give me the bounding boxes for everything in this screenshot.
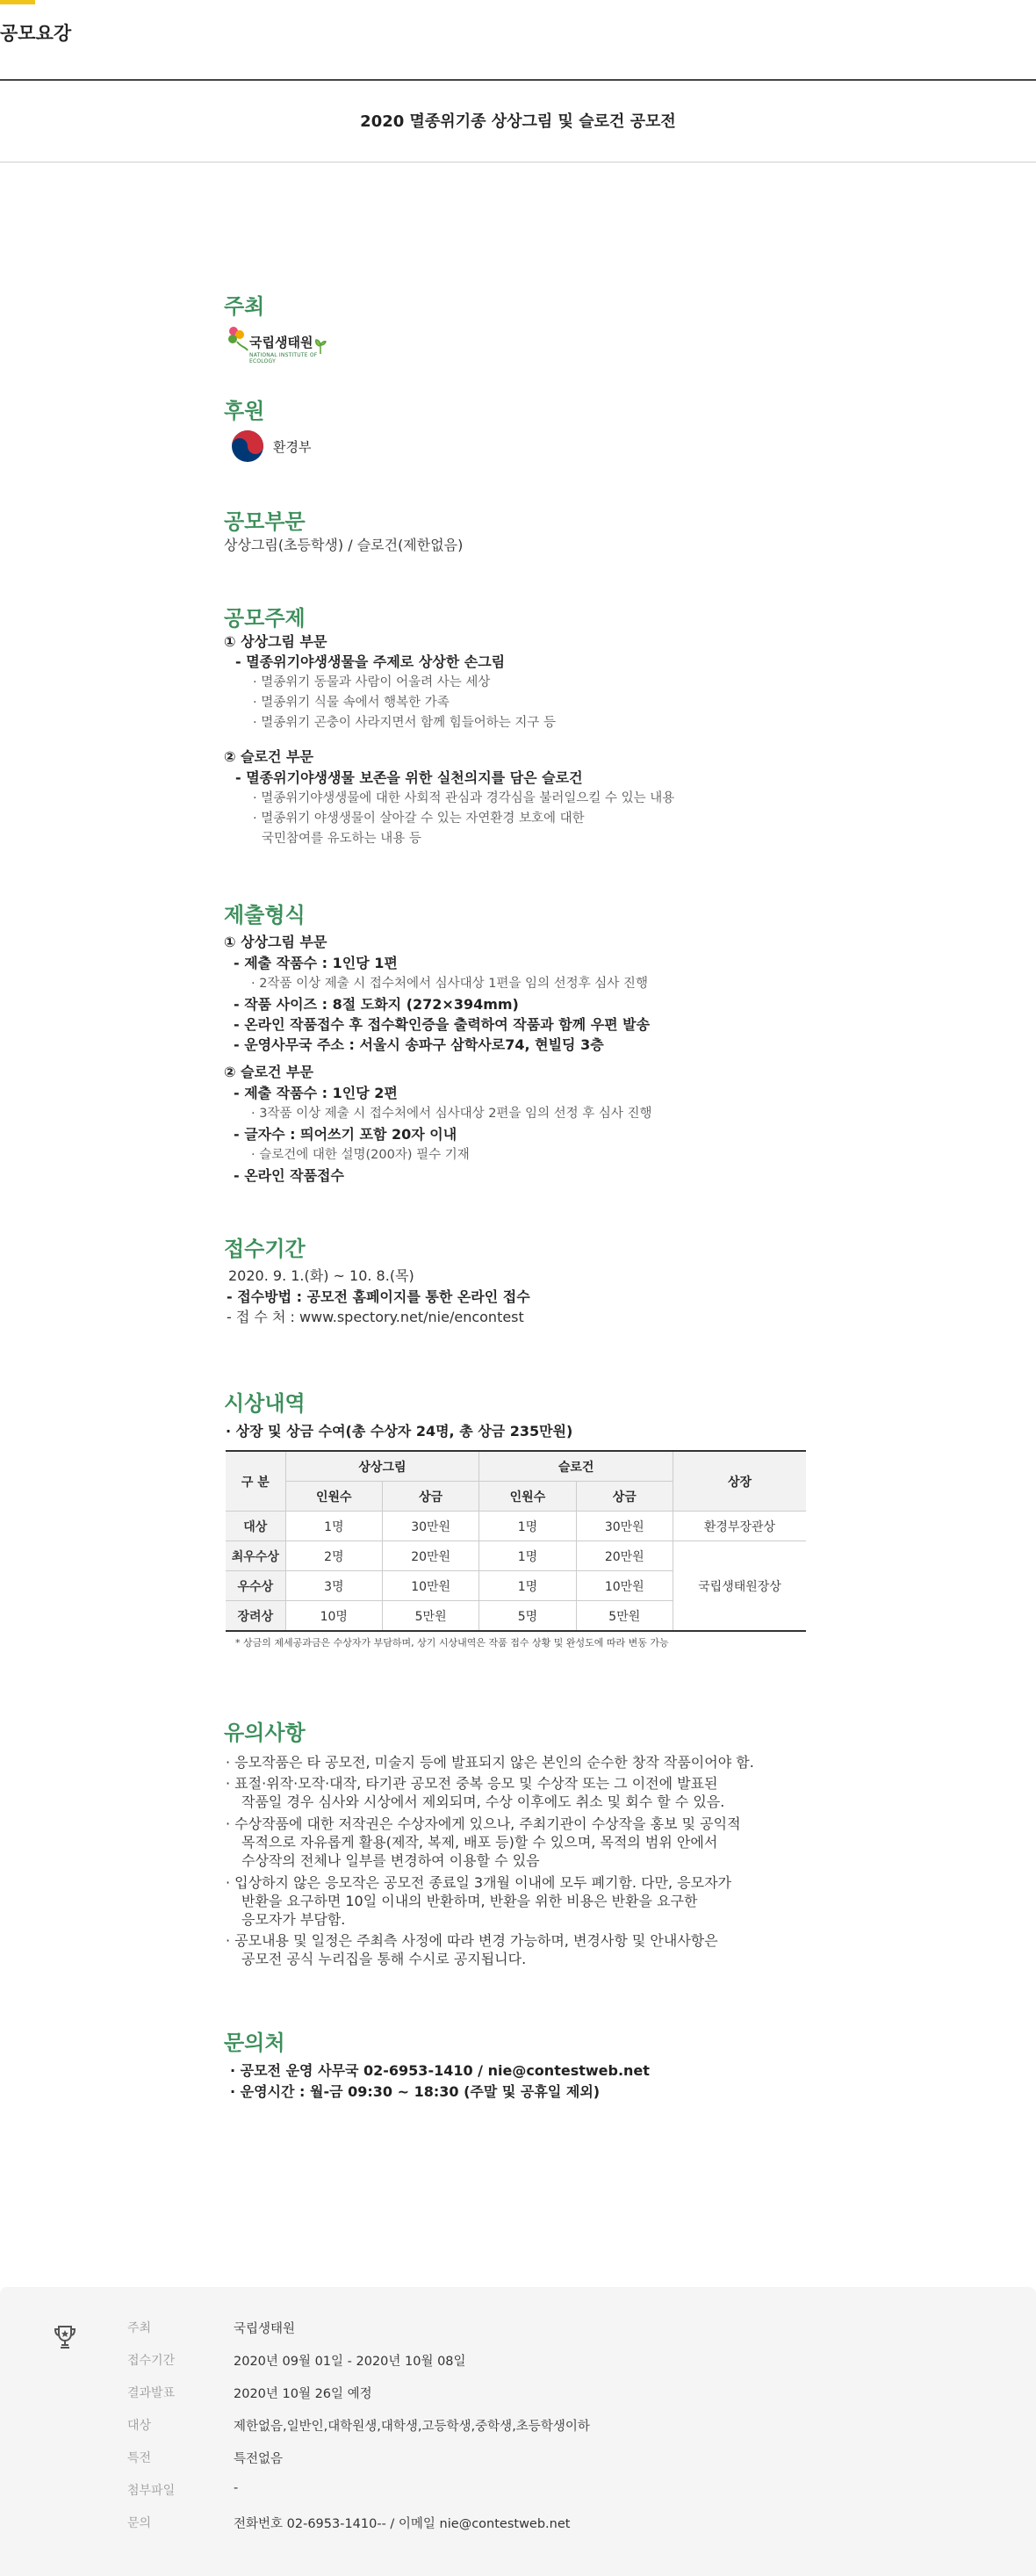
nie-leaf-icon [227, 324, 249, 354]
note-line: · 응모작품은 타 공모전, 미술지 등에 발표되지 않은 본인의 순수한 창작 작품이어야 함. [226, 1754, 754, 1771]
awards-summary: · 상장 및 상금 수여(총 수상자 24명, 총 상금 235만원) [226, 1423, 573, 1440]
info-value: 2020년 09월 01일 - 2020년 10월 08일 [234, 2355, 466, 2369]
note-line: · 수상작품에 대한 저작권은 수상자에게 있으나, 주최기관이 수상작을 홍보 및 공익적 [226, 1815, 741, 1832]
note-line: 반환을 요구하면 10일 이내의 반환하며, 반환을 위한 비용은 반환을 요구한 [241, 1893, 698, 1909]
info-label: 주최 [127, 2321, 152, 2335]
nie-logo-text: 국립생태원 [249, 335, 313, 350]
row-name: 대상 [226, 1512, 285, 1541]
cell: 5만원 [576, 1601, 673, 1632]
note-line: · 표절·위작·모작·대작, 타기관 공모전 중복 응모 및 수상작 또는 그 이전에 발표된 [226, 1775, 718, 1792]
info-value: 특전없음 [234, 2452, 284, 2466]
awards-footnote: * 상금의 제세공과금은 수상자가 부담하며, 상기 시상내역은 작품 접수 상황 및 완성도에 따라 변동 가능 [235, 1637, 669, 1649]
trophy-icon [53, 2324, 77, 2350]
info-label: 첨부파일 [127, 2484, 176, 2498]
submission-line: - 온라인 작품접수 [234, 1167, 344, 1184]
table-row [226, 1512, 806, 1541]
submission-line: - 온라인 작품접수 후 접수확인증을 출력하여 작품과 함께 우편 발송 [234, 1016, 651, 1033]
col-slogan: 슬로건 [479, 1451, 673, 1482]
table-row [226, 1541, 806, 1571]
theme-line: · 멸종위기 동물과 사람이 어울려 사는 세상 [253, 675, 491, 689]
header-divider [0, 79, 1036, 81]
cell: 5명 [479, 1601, 576, 1632]
theme-line: - 멸종위기야생생물 보존을 위한 실천의지를 담은 슬로건 [235, 769, 583, 786]
note-line: 응모자가 부담함. [241, 1911, 346, 1928]
theme-line: - 멸종위기야생생물을 주제로 상상한 손그림 [235, 653, 506, 670]
col-certificate: 상장 [673, 1451, 806, 1512]
sub-prize: 상금 [576, 1482, 673, 1512]
row-name: 우수상 [226, 1571, 285, 1601]
me-logo-text: 환경부 [273, 439, 312, 455]
prize-table [226, 1450, 806, 1632]
note-line: · 공모내용 및 일정은 주최측 사정에 따라 변경 가능하며, 변경사항 및 안내사항은 [226, 1932, 718, 1949]
row-name: 장려상 [226, 1601, 285, 1632]
submission-title: 제출형식 [224, 903, 306, 927]
sub-people: 인원수 [285, 1482, 382, 1512]
info-value[interactable]: - [234, 2481, 239, 2495]
contact-title: 문의처 [224, 2031, 285, 2055]
page-heading: 공모요강 [0, 23, 72, 44]
theme-title: 공모주제 [224, 606, 306, 631]
cell: 1명 [479, 1541, 576, 1571]
cell: 10만원 [382, 1571, 478, 1601]
nie-logo-subtext: NATIONAL INSTITUTE OF ECOLOGY [249, 352, 318, 364]
sub-people: 인원수 [479, 1482, 576, 1512]
me-logo [230, 429, 327, 464]
period-dates: 2020. 9. 1.(화) ~ 10. 8.(목) [228, 1267, 414, 1284]
cert-cell: 환경부장관상 [673, 1512, 806, 1541]
cert-cell: 국립생태원장상 [673, 1541, 806, 1632]
submission-line: ② 슬로건 부문 [224, 1064, 313, 1080]
nie-logo [227, 324, 332, 366]
col-drawing: 상상그림 [285, 1451, 479, 1482]
contest-title: 2020 멸종위기종 상상그림 및 슬로건 공모전 [360, 112, 676, 131]
submission-line: - 운영사무국 주소 : 서울시 송파구 삼학사로74, 현빌딩 3층 [234, 1036, 604, 1053]
category-text: 상상그림(초등학생) / 슬로건(제한없음) [224, 537, 464, 553]
nie-sprout-icon [314, 338, 327, 354]
note-line: · 입상하지 않은 응모작은 공모전 종료일 3개월 이내에 모두 폐기함. 다만, 응모자가 [226, 1874, 731, 1891]
submission-line: - 글자수 : 띄어쓰기 포함 20자 이내 [234, 1126, 457, 1143]
submission-line: - 제출 작품수 : 1인당 2편 [234, 1085, 398, 1101]
info-label: 대상 [127, 2419, 152, 2433]
theme-line: · 멸종위기 야생생물이 살아갈 수 있는 자연환경 보호에 대한 [253, 812, 585, 826]
submission-line: · 슬로건에 대한 설명(200자) 필수 기재 [251, 1148, 470, 1162]
theme-line: ① 상상그림 부문 [224, 633, 327, 650]
cell: 1명 [479, 1571, 576, 1601]
info-label: 결과발표 [127, 2386, 176, 2400]
theme-line: 국민참여를 유도하는 내용 등 [262, 832, 421, 846]
notes-title: 유의사항 [224, 1721, 306, 1745]
col-division: 구 분 [226, 1451, 285, 1512]
category-title: 공모부문 [224, 509, 306, 534]
submission-line: ① 상상그림 부문 [224, 934, 327, 950]
row-name: 최우수상 [226, 1541, 285, 1571]
submission-line: · 3작품 이상 제출 시 접수처에서 심사대상 2편을 임의 선정 후 심사 진행 [251, 1107, 652, 1121]
note-line: 목적으로 자유롭게 활용(제작, 복제, 배포 등)할 수 있으며, 목적의 범위 안에서 [241, 1834, 718, 1851]
cell: 20만원 [576, 1541, 673, 1571]
info-label: 문의 [127, 2516, 152, 2530]
taegeuk-icon [230, 429, 265, 464]
info-value: 전화번호 02-6953-1410-- / 이메일 nie@contestweb.net [234, 2517, 571, 2531]
note-line: 수상작의 전체나 일부를 변경하여 이용할 수 있음 [241, 1852, 540, 1869]
cell: 1명 [285, 1512, 382, 1541]
cell: 5만원 [382, 1601, 478, 1632]
theme-line: · 멸종위기 곤충이 사라지면서 함께 힘들어하는 지구 등 [253, 716, 557, 730]
cell: 2명 [285, 1541, 382, 1571]
contact-hours: · 운영시간 : 월-금 09:30 ~ 18:30 (주말 및 공휴일 제외) [230, 2083, 601, 2100]
cell: 30만원 [382, 1512, 478, 1541]
info-value: 2020년 10월 26일 예정 [234, 2387, 372, 2401]
submission-line: · 2작품 이상 제출 시 접수처에서 심사대상 1편을 임의 선정후 심사 진행 [251, 977, 648, 991]
period-title: 접수기간 [224, 1237, 306, 1261]
period-method: - 접수방법 : 공모전 홈페이지를 통한 온라인 접수 [227, 1288, 530, 1305]
tab-marker [0, 0, 35, 4]
sub-prize: 상금 [382, 1482, 478, 1512]
theme-line: · 멸종위기야생생물에 대한 사회적 관심과 경각심을 불러일으킬 수 있는 내용 [253, 791, 675, 805]
cell: 1명 [479, 1512, 576, 1541]
cell: 30만원 [576, 1512, 673, 1541]
submission-line: - 제출 작품수 : 1인당 1편 [234, 955, 398, 971]
info-value: 제한없음,일반인,대학원생,대학생,고등학생,중학생,초등학생이하 [234, 2420, 590, 2434]
awards-title: 시상내역 [224, 1391, 306, 1416]
note-line: 공모전 공식 누리집을 통해 수시로 공지됩니다. [241, 1951, 527, 1967]
summary-panel [0, 2287, 1036, 2576]
cell: 10만원 [576, 1571, 673, 1601]
theme-line: ② 슬로건 부문 [224, 748, 313, 765]
submission-line: - 작품 사이즈 : 8절 도화지 (272×394mm) [234, 996, 519, 1013]
note-line: 작품일 경우 심사와 시상에서 제외되며, 수상 이후에도 취소 및 회수 할 수 있음. [241, 1793, 725, 1810]
info-label: 접수기간 [127, 2354, 176, 2368]
theme-line: · 멸종위기 식물 속에서 행복한 가족 [253, 696, 450, 710]
period-url[interactable]: - 접 수 처 : www.spectory.net/nie/encontest [227, 1309, 524, 1325]
cell: 3명 [285, 1571, 382, 1601]
sponsor-title: 후원 [224, 399, 265, 423]
contact-phone-email: · 공모전 운영 사무국 02-6953-1410 / nie@contestweb.net [230, 2062, 650, 2079]
cell: 20만원 [382, 1541, 478, 1571]
info-label: 특전 [127, 2451, 152, 2465]
organizer-title: 주최 [224, 294, 265, 319]
info-value: 국립생태원 [234, 2322, 296, 2336]
cell: 10명 [285, 1601, 382, 1632]
